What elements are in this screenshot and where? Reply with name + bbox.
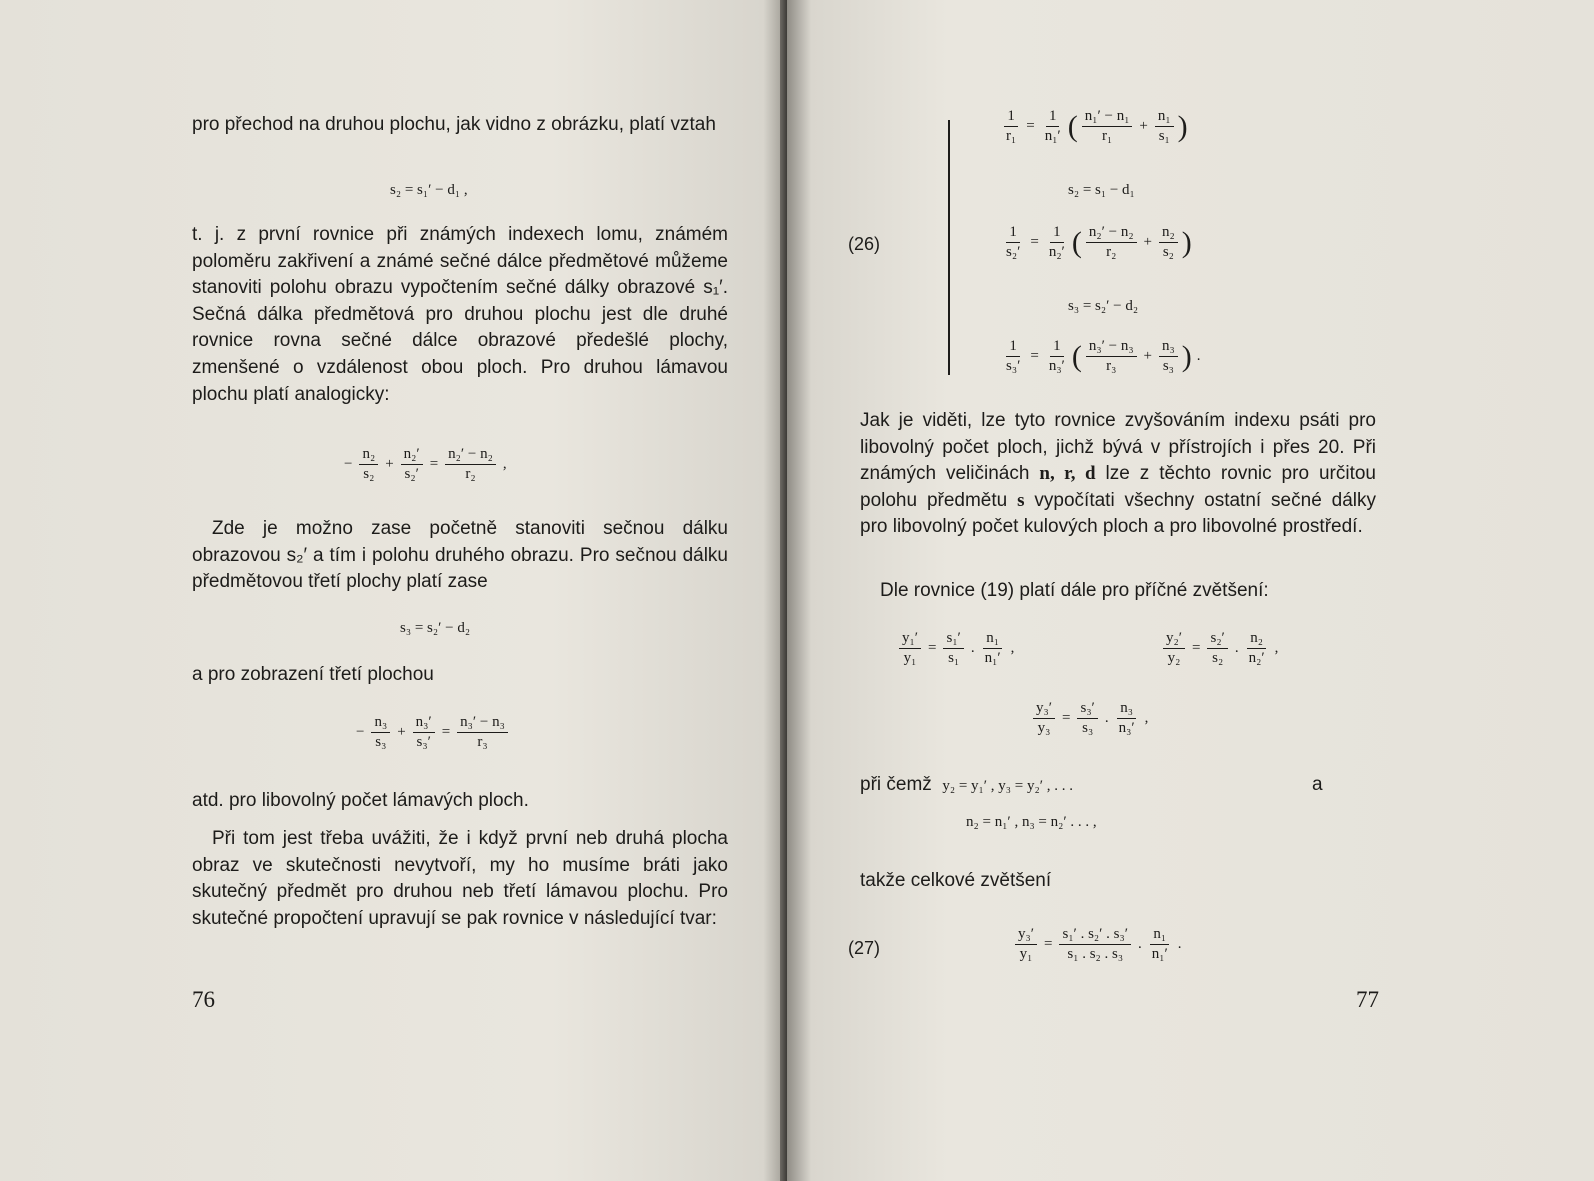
paragraph [192, 826, 728, 932]
system-row-3: $\frac{1}{\text{s₂′}}$ = $\frac{1}{\text{n₂′}}$ ( $\frac{\text{n₂′ − n₂}}{\text{r₂}}$ + $\frac{\text{n₂}}{\text{s₂}}$ ) [1006, 224, 1192, 260]
magnification-3: $\frac{\text{y₃′}}{\text{y₃}}$ = $\frac{\text{s₃′}}{\text{s₃}}$ . $\frac{\text{n₃}}{\text{n₃′}}$ , [1030, 700, 1152, 737]
paragraph [192, 788, 728, 815]
paragraph-text: pro přechod na druhou plochu, jak vidno z obrázku, platí vztah [192, 114, 716, 135]
paragraph-text: atd. pro libovolný počet lámavých ploch. [192, 790, 529, 811]
magnification-1: $\frac{\text{y₁′}}{\text{y₁}}$ = $\frac{\text{s₁′}}{\text{s₁}}$ . $\frac{\text{n₁}}{\text{n₁′}}$ , [896, 630, 1018, 667]
equation-label: (27) [848, 938, 881, 958]
equation-s3: s₃ = s₂′ − d₂ [400, 620, 471, 636]
equation-s2: s₂ = s₁′ − d₁ , [390, 182, 468, 198]
paragraph-text: takže celkové zvětšení [860, 870, 1052, 891]
system-row-4: s₃ = s₂′ − d₂ [1068, 298, 1139, 314]
paragraph [192, 662, 728, 689]
equation-total-magnification: $\frac{\text{y₃′}}{\text{y₁}}$ = $\frac{\text{s₁′ . s₂′ . s₃′}}{\text{s₁ . s₂ . s₃}}$ . $\frac{\text{n₁}}{\text{n₁′}}$ . [1012, 926, 1186, 963]
page-number: 76 [192, 987, 215, 1012]
equation-surface-2: − $\frac{\text{n₂}}{\text{s₂}}$ + $\frac{\text{n₂′}}{\text{s₂′}}$ = $\frac{\text{n₂′ − n₂}}{\text{r₂}}$ , [344, 446, 507, 482]
paragraph-text: Při tom jest třeba uvážiti, že i když první neb druhá plocha obraz ve skutečnosti nevytvoří, my ho musíme bráti jako skutečný předmět pro druhou neb třetí lámavou plochu. Pro skutečné propočtení upravují se pak rovnice v následující tvar: [192, 828, 728, 929]
equation-n-relations: n₂ = n₁′ , n₃ = n₂′ . . . , [966, 814, 1097, 830]
system-row-2: s₂ = s₁ − d₁ [1068, 182, 1135, 198]
paragraph-relations: při čemž y₂ = y₁′ , y₃ = y₂′ , . . . a [860, 774, 1323, 795]
equation-label: (26) [848, 234, 881, 254]
paragraph [192, 112, 728, 139]
paragraph [192, 516, 728, 596]
paragraph [860, 408, 1376, 541]
system-row-5: $\frac{1}{\text{s₃′}}$ = $\frac{1}{\text{n₃′}}$ ( $\frac{\text{n₃′ − n₃}}{\text{r₃}}$ + $\frac{\text{n₃}}{\text{s₃}}$ ) . [1006, 338, 1201, 374]
paragraph-text: t. j. z první rovnice při známých indexech lomu, známém poloměru zakřivení a známé sečné dálce předmětové můžeme stanoviti polohu obrazu vypočtením sečné dálky obrazové s₁′. Sečná dálka předmětová pro druhou plochu jest dle druhé rovnice rovna sečné dálce obrazové předešlé plochy, zmenšené o vzdálenost obou ploch. Pro druhou lámavou plochu platí analogicky: [192, 224, 728, 405]
paragraph-text: Jak je viděti, lze tyto rovnice zvyšováním indexu psáti pro libovolný počet ploch, jichž bývá v přístrojích i přes 20. Při známých veličinách n, r, d lze z těchto rovnic pro určitou polohu předmětu s vypočítati všechny ostatní sečné dálky pro libovolný počet kulových ploch a pro libovolné prostředí. [860, 410, 1377, 538]
equation-surface-3: − $\frac{\text{n₃}}{\text{s₃}}$ + $\frac{\text{n₃′}}{\text{s₃′}}$ = $\frac{\text{n₃′ − n₃}}{\text{r₃}}$ [352, 714, 511, 751]
paragraph-text: Zde je možno zase početně stanoviti sečnou dálku obrazovou s₂′ a tím i polohu druhého obrazu. Pro sečnou dálku předmětovou třetí plochy platí zase [192, 518, 728, 593]
page-number: 77 [1356, 987, 1379, 1012]
paragraph [192, 222, 728, 408]
system-row-1: $\frac{1}{\text{r₁}}$ = $\frac{1}{\text{n₁′}}$ ( $\frac{\text{n₁′ − n₁}}{\text{r₁}}$ + $\frac{\text{n₁}}{\text{s₁}}$ ) [1006, 108, 1188, 144]
left-page [0, 0, 787, 1181]
magnification-2: $\frac{\text{y₂′}}{\text{y₂}}$ = $\frac{\text{s₂′}}{\text{s₂}}$ . $\frac{\text{n₂}}{\text{n₂′}}$ , [1160, 630, 1282, 667]
paragraph-text: a pro zobrazení třetí plochou [192, 664, 434, 685]
equation-brace [948, 120, 960, 375]
paragraph-text: Dle rovnice (19) platí dále pro příčné zvětšení: [880, 580, 1269, 601]
paragraph [860, 868, 1376, 895]
paragraph [860, 578, 1376, 605]
